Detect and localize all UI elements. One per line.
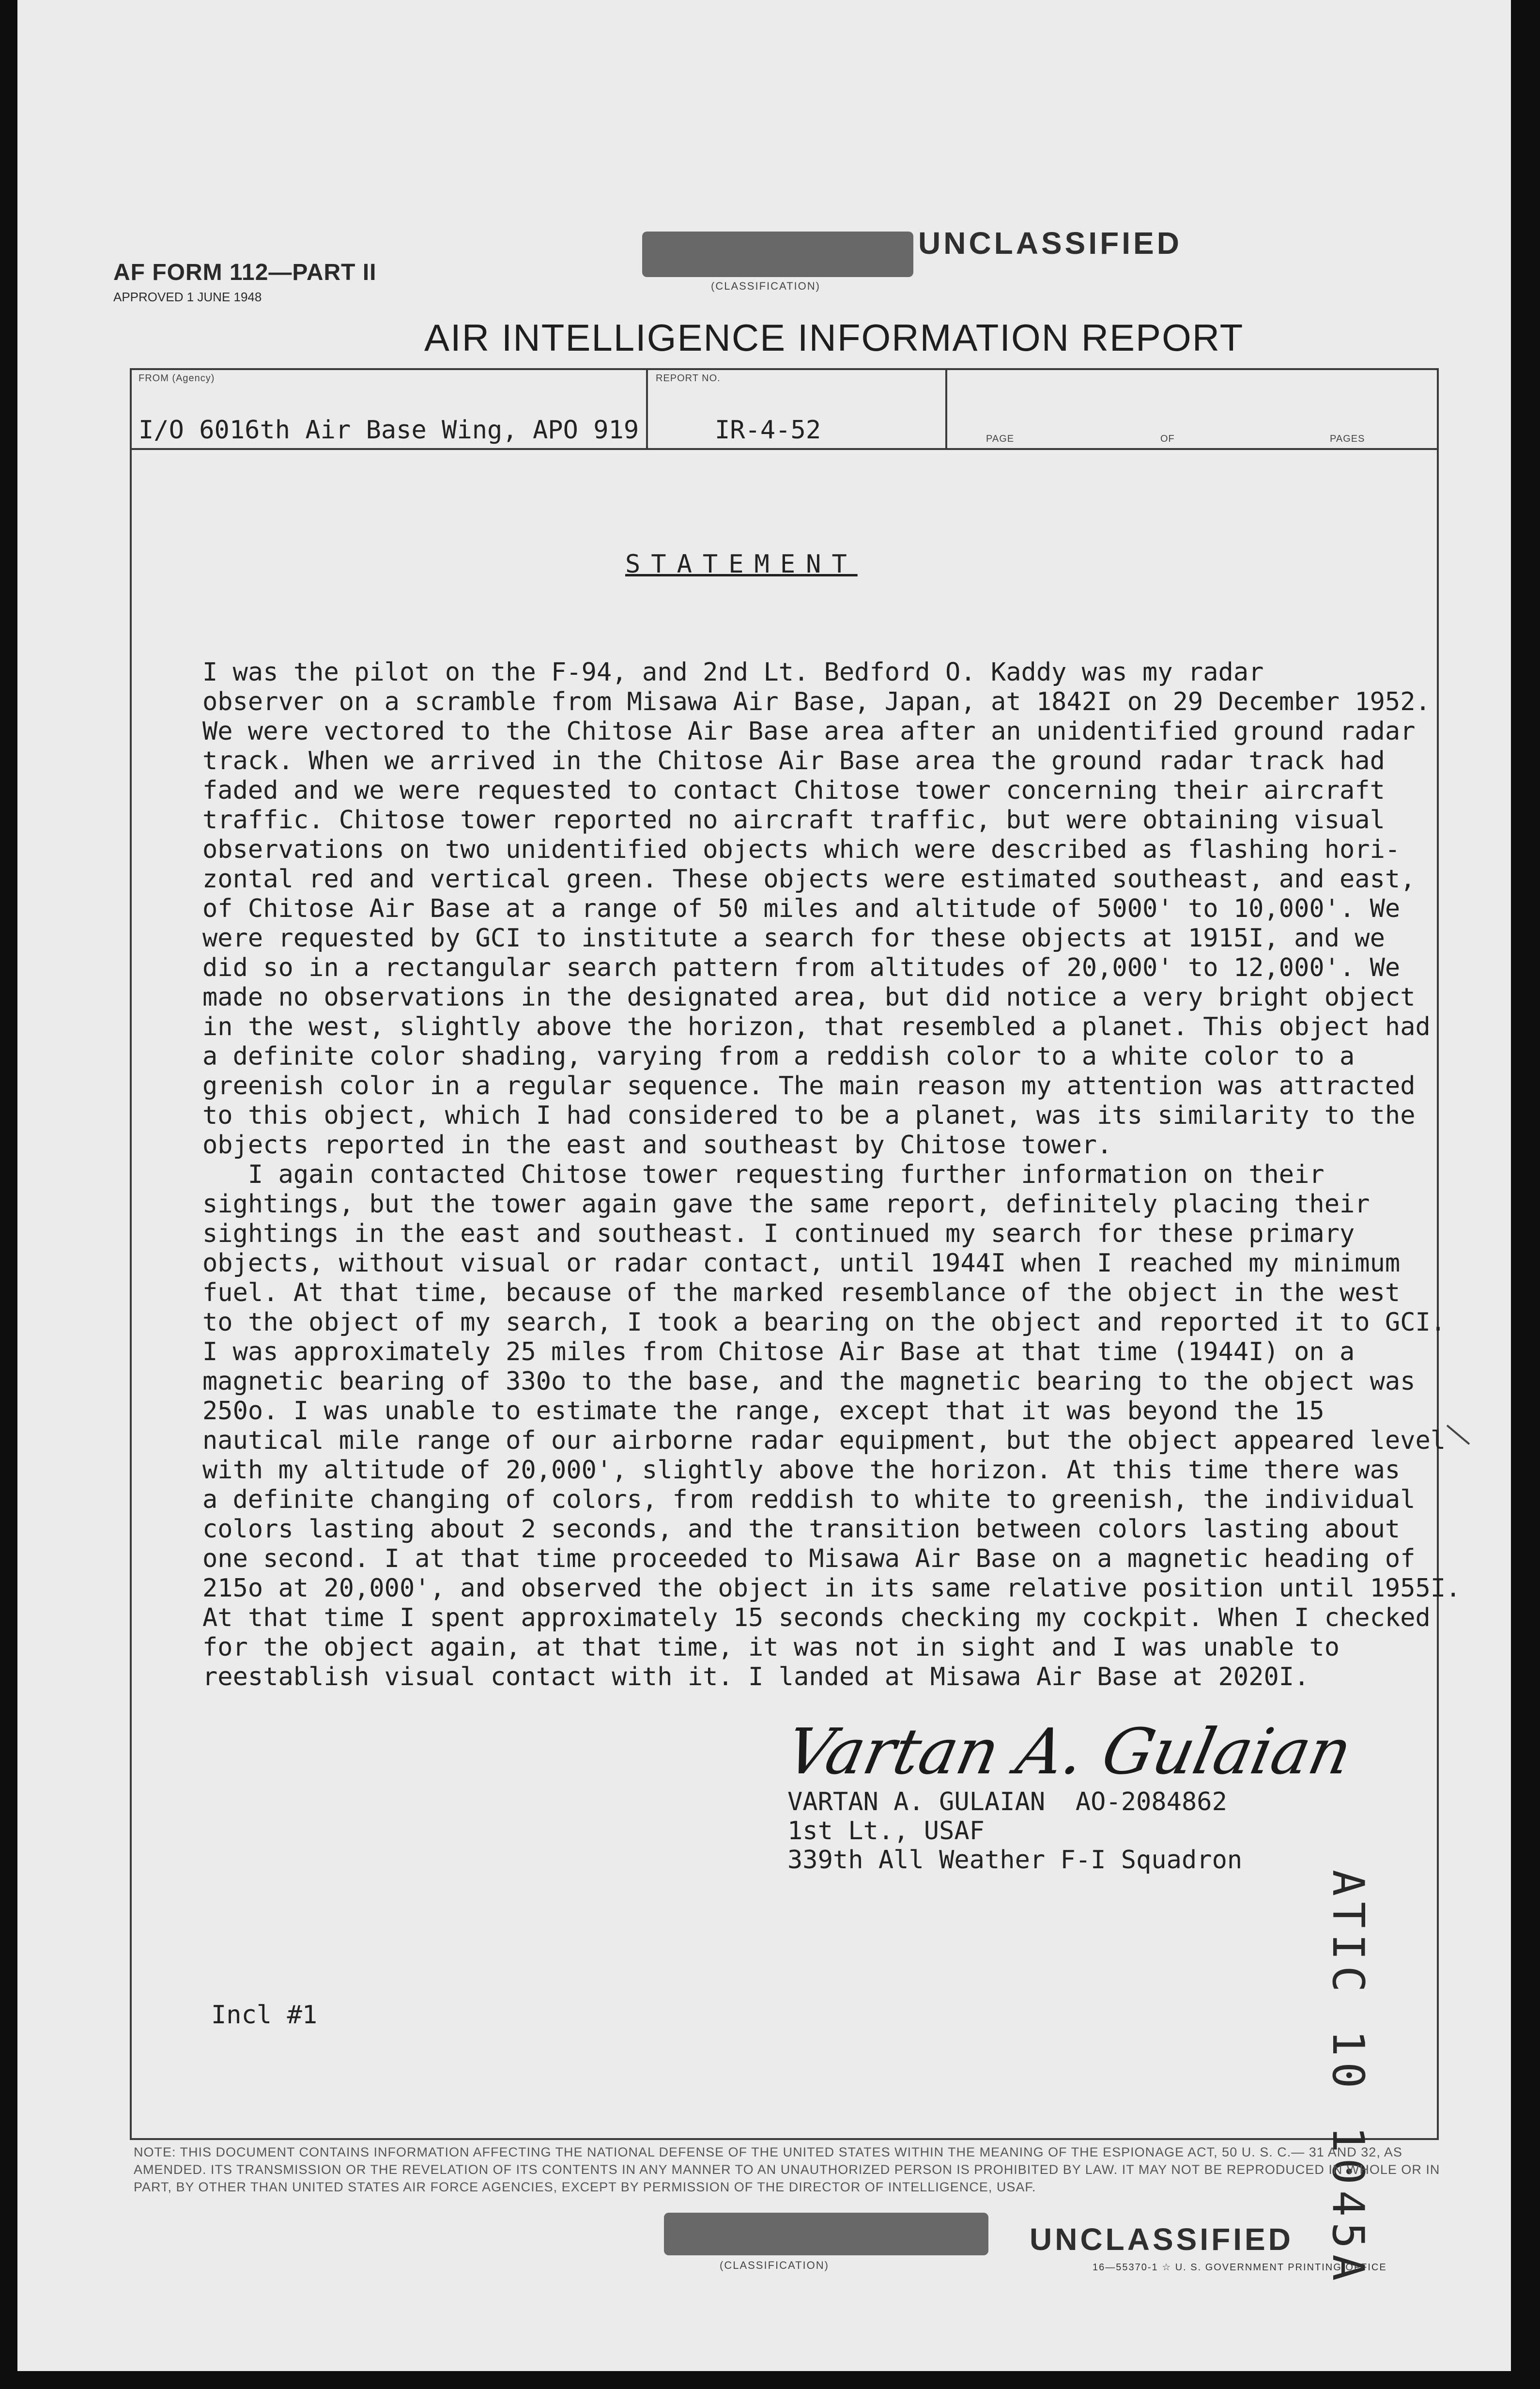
header-column-divider <box>646 368 648 448</box>
handwritten-signature: Vartan A. Gulaian <box>779 1715 1358 1788</box>
form-id: AF FORM 112—PART II <box>113 260 377 285</box>
header-column-divider <box>945 368 947 448</box>
from-label: FROM (Agency) <box>139 373 215 384</box>
report-no-label: REPORT NO. <box>656 373 721 384</box>
document-page <box>17 0 1511 2371</box>
redaction-stamp-top <box>642 232 913 277</box>
printer-imprint: 16—55370-1 ☆ U. S. GOVERNMENT PRINTING OFFICE <box>1093 2262 1387 2273</box>
classification-stamp-bottom: UNCLASSIFIED <box>1030 2222 1294 2257</box>
margin-check-mark <box>1447 1425 1470 1445</box>
security-note: NOTE: THIS DOCUMENT CONTAINS INFORMATION AFFECTING THE NATIONAL DEFENSE OF THE UNITED STATES WITHIN THE MEANING OF THE ESPIONAGE ACT, 50 U. S. C.— 31 AND 32, AS AMENDED. ITS TRANSMISSION OR THE REVELATION OF ITS CONTENTS IN ANY MANNER TO AN UNAUTHORIZED PERSON IS PROHIBITED BY LAW. IT MAY NOT BE REPRODUCED IN WHOLE OR IN PART, BY OTHER THAN UNITED STATES AIR FORCE AGENCIES, EXCEPT BY PERMISSION OF THE DIRECTOR OF INTELLIGENCE, USAF. <box>134 2145 1440 2194</box>
classification-label-bottom: (CLASSIFICATION) <box>720 2259 829 2271</box>
redaction-stamp-bottom <box>664 2213 988 2255</box>
statement-body: I was the pilot on the F-94, and 2nd Lt. Bedford O. Kaddy was my radar observer on a scramble from Misawa Air Base, Japan, at 1842I on 29 December 1952. We were vectored to the Chitose Air Base area after an unidentified ground radar track. When we arrived in the Chitose Air Base area the ground radar track had faded and we were requested to contact Chitose tower concerning their aircraft traffic. Chitose tower reported no aircraft traffic, but were obtaining visual observations on two unidentified objects which were described as flashing hori- zontal red and vertical green. These objects were estimated southeast, and east, of Chitose Air Base at a range of 50 miles and altitude of 5000' to 10,000'. We were requested by GCI to institute a search for these objects at 1915I, and we did so in a rectangular search pattern from altitudes of 20,000' to 12,000'. We made no observations in the designated area, but did notice a very bright object in the west, slightly above the horizon, that resembled a planet. This object had a definite color shading, varying from a reddish color to a white color to a greenish color in a regular sequence. The main reason my attention was attracted to this object, which I had considered to be a planet, was its similarity to the objects reported in the east and southeast by Chitose tower. I again contacted Chitose tower requesting further information on their sightings, but the tower again gave the same report, definitely placing their sightings in the east and southeast. I continued my search for these primary objects, without visual or radar contact, until 1944I when I reached my minimum fuel. At that time, because of the marked resemblance of the object in the west to the object of my search, I took a bearing on the object and reported it to GCI. I was approximately 25 miles from Chitose Air Base at that time (1944I) on a magnetic bearing of 330o to the base, and the magnetic bearing to the object was 250o. I was unable to estimate the range, except that it was beyond the 15 nautical mile range of our airborne radar equipment, but the object appeared level with my altitude of 20,000', slightly above the horizon. At this time there was a definite changing of colors, from reddish to white to greenish, the individual colors lasting about 2 seconds, and the transition between colors lasting about one second. I at that time proceeded to Misawa Air Base on a magnetic heading of 215o at 20,000', and observed the object in its same relative position until 1955I. At that time I spent approximately 15 seconds checking my cockpit. When I checked for the object again, at that time, it was not in sight and I was unable to reestablish visual contact with it. I landed at Misawa Air Base at 2020I. <box>202 658 1461 1691</box>
side-file-stamp: ATIC 10 1045A <box>1323 1870 1373 2287</box>
of-label: OF <box>1160 434 1175 444</box>
header-divider <box>130 448 1437 450</box>
report-no-value: IR-4-52 <box>715 416 821 445</box>
enclosure-note: Incl #1 <box>211 2001 318 2030</box>
statement-heading: STATEMENT <box>625 550 858 579</box>
page-label: PAGE <box>986 434 1015 444</box>
classification-label-top: (CLASSIFICATION) <box>711 280 820 292</box>
signer-name: VARTAN A. GULAIAN AO-2084862 <box>787 1787 1227 1816</box>
classification-stamp-top: UNCLASSIFIED <box>918 226 1182 261</box>
signer-unit: 339th All Weather F-I Squadron <box>787 1846 1243 1875</box>
from-value: I/O 6016th Air Base Wing, APO 919 <box>139 416 639 445</box>
pages-label: PAGES <box>1330 434 1365 444</box>
form-approved-date: APPROVED 1 JUNE 1948 <box>113 290 262 304</box>
signer-rank: 1st Lt., USAF <box>787 1816 985 1846</box>
signature-block <box>787 1787 1242 1875</box>
report-title: AIR INTELLIGENCE INFORMATION REPORT <box>424 316 1244 359</box>
